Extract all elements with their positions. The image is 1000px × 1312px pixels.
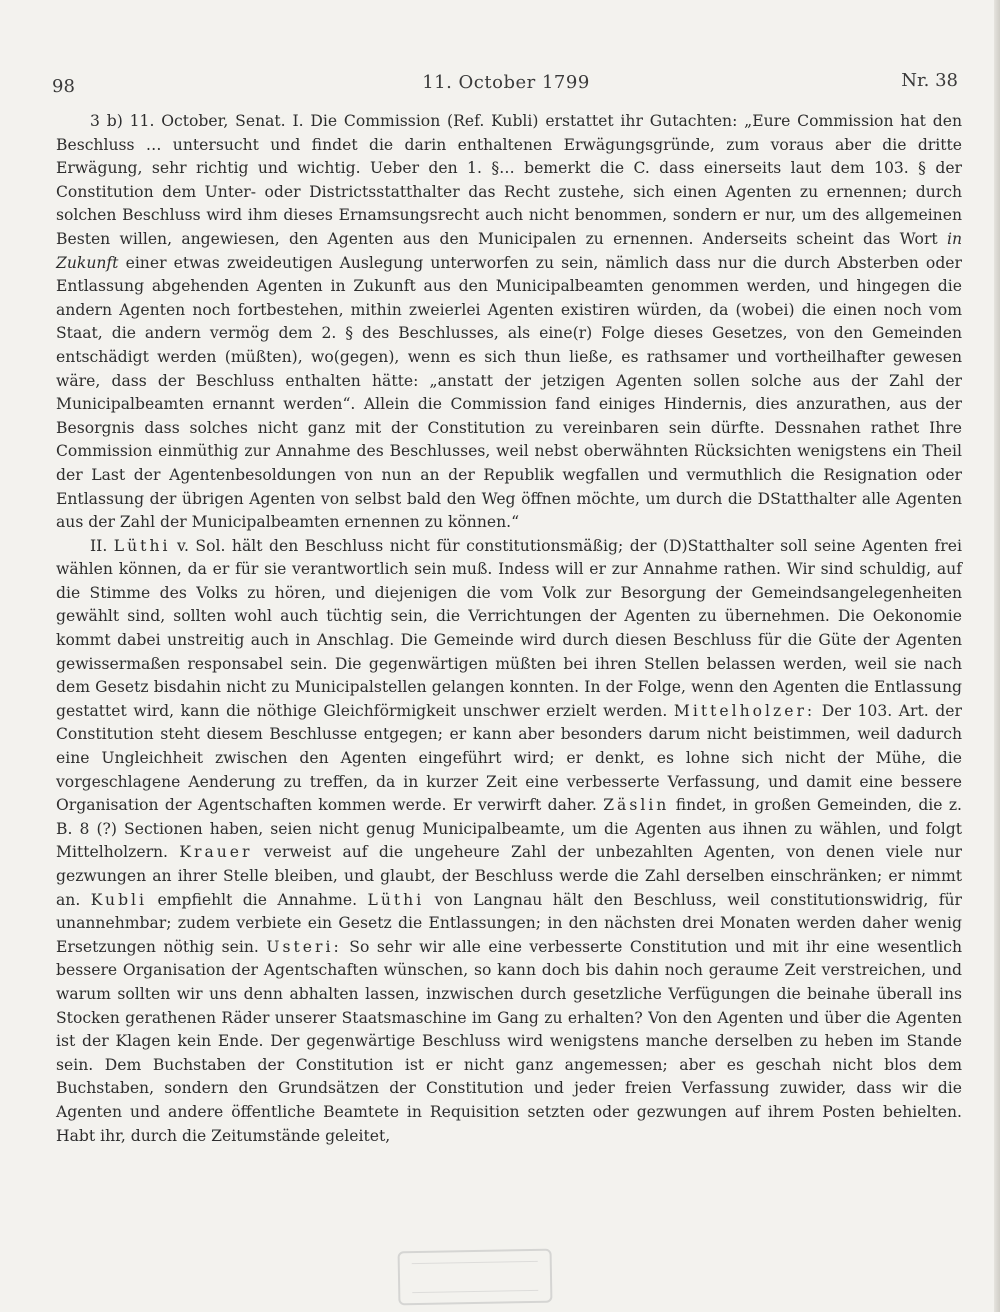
speaker-name: Lüthi	[113, 536, 171, 555]
text-run: So sehr wir alle eine verbesserte Constitution und mit ihr eine wesentlich bessere Organisation der Agentschaften wünschen, so kann doch bis dahin noch geraume Zeit verstreichen, und warum sollten wir uns denn abhalten lassen, inzwischen durch gesetzliche Verfügungen die beinahe überall ins Stocken gerathenen Räder unserer Staatsmaschine im Gang zu erhalten? Von den Agenten und über die Agenten ist der Klagen kein Ende. Der gegenwärtige Beschluss wird wenigstens manche derselben zu heben im Stande sein. Dem Buchstaben der Constitution ist er nicht ganz angemessen; aber es geschah nicht blos dem Buchstaben, sondern den Grundsätzen der Constitution und jeder freien Verfassung zuwider, dass wir die Agenten und andere öffentliche Beamtete in Requisition setzten oder gezwungen auf ihrem Posten behielten. Habt ihr, durch die Zeitumstände geleitet,	[56, 937, 962, 1145]
speaker-name: Kubli	[90, 890, 148, 909]
text-run: empfiehlt die Annahme.	[157, 890, 358, 909]
paragraph-debate	[56, 535, 962, 1148]
speaker-name: Zäslin	[603, 796, 670, 815]
page-number: 98	[52, 76, 75, 97]
page-header	[52, 72, 960, 102]
text-run: v. Sol. hält den Beschluss nicht für constitutionsmäßig; der (D)Statthalter soll seine Agenten frei wählen können, da er für sie verantwortlich sein muß. Indess will er zur Annahme rathen. Wir sind schuldig, auf die Stimme des Volks zu hören, und diejenigen die vom Volk zur Besorgung der Gemeindsangelegenheiten gewählt sind, sollten wohl auch tüchtig sein, die Verrichtungen der Agenten zu übernehmen. Die Oekonomie kommt dabei unstreitig auch in Anschlag. Die Gemeinde wird durch diesen Beschluss für die Güte der Agenten gewissermaßen responsabel sein. Die gegenwärtigen müßten bei ihren Stellen belassen werden, weil sie nach dem Gesetz bisdahin nicht zu Municipalstellen gelangen konnten. In der Folge, wenn den Agenten die Entlassung gestattet wird, kann die nöthige Gleichförmigkeit unschwer erzielt werden.	[56, 536, 962, 720]
text-run: II.	[90, 536, 108, 555]
text-run: von Langnau hält den Beschluss, weil constitutionswidrig, für unannehmbar; zudem verbiete ein Gesetz die Entlassungen; in den nächsten drei Monaten werden daher wenig Ersetzungen nöthig sein.	[56, 890, 963, 956]
text-run: 3 b) 11. October, Senat. I. Die Commission (Ref. Kubli) erstattet ihr Gutachten: „Eure Commission hat den Beschluss … untersucht und findet die darin enthaltenen Erwägungsgründe, zum voraus aber die dritte Erwägung, sehr richtig und wichtig. Ueber den 1. §… bemerkt die C. dass einerseits laut dem 103. § der Constitution dem Unter- oder Districtsstatthalter das Recht zustehe, sich einen Agenten zu ernennen; durch solchen Beschluss wird ihm dieses Ernamsungsrecht auch nicht benommen, sondern er nur, um des allgemeinen Besten willen, angewiesen, den Agenten aus den Municipalen zu ernennen. Anderseits scheint das Wort	[56, 112, 962, 248]
speaker-name: Mittelholzer:	[673, 701, 816, 720]
text-run: findet, in großen Gemeinden, die z. B. 8 (?) Sectionen haben, seien nicht genug Municipalbeamte, um die Agenten aus ihnen zu wählen, und folgt Mittelholzern.	[56, 796, 962, 862]
speaker-name: Lüthi	[367, 890, 425, 909]
stamp-lines	[412, 1261, 539, 1293]
text-run: einer etwas zweideutigen Auslegung unterworfen zu sein, nämlich dass nur die durch Absterben oder Entlassung abgehenden Agenten in Zukunft aus den Municipalbeamten genommen werden, und hingegen die andern Agenten noch fortbestehen, mithin zweierlei Agenten existiren würden, da (wobei) die einen noch vom Staat, die andern vermög dem 2. § des Beschlusses, als eine(r) Folge dieses Gesetzes, von den Gemeinden entschädigt werden (müßten), wo(gegen), wenn es sich thun ließe, es rathsamer und vortheilhafter gewesen wäre, dass der Beschluss enthalten hätte: „anstatt der jetzigen Agenten sollen solche aus der Zahl der Municipalbeamten ernannt werden“. Allein die Commission fand einiges Hindernis, dies anzurathen, aus der Besorgnis dass solches nicht ganz mit der Constitution zu vereinbaren sein dürfte. Dessnahen rathet Ihre Commission einmüthig zur Annahme des Beschlusses, weil nebst oberwähnten Rücksichten wenigstens ein Theil der Last der Agentenbesoldungen von nun an der Republik wegfallen und vermuthlich die Resignation oder Entlassung der übrigen Agenten von selbst bald den Weg öffnen möchte, um durch die DStatthalter alle Agenten aus der Zahl der Municipalbeamten ernennen zu können.“	[56, 253, 962, 532]
body-text	[56, 110, 962, 1148]
document-number: Nr. 38	[901, 70, 958, 91]
running-title-date: 11. October 1799	[422, 72, 590, 93]
paragraph-commission-report	[56, 110, 962, 535]
page-edge-shadow	[994, 0, 1000, 1312]
speaker-name: Usteri:	[266, 937, 342, 956]
library-stamp	[398, 1249, 553, 1306]
italic-phrase: in Zukunft	[56, 229, 962, 272]
text-run: Der 103. Art. der Constitution steht diesem Beschlusse entgegen; er kann aber besonders darum nicht beistimmen, weil dadurch eine Ungleichheit zwischen den Agenten eingeführt wird; er denkt, es lohne sich nicht der Mühe, die vorgeschlagene Aenderung zu treffen, da in kurzer Zeit eine verbesserte Verfassung, und damit eine bessere Organisation der Agentschaften kommen werde. Er verwirft daher.	[56, 701, 962, 815]
text-run: verweist auf die ungeheure Zahl der unbezahlten Agenten, von denen viele nur gezwungen an ihrer Stelle bleiben, und glaubt, der Beschluss werde die Zahl derselben einschränken; er nimmt an.	[56, 843, 962, 909]
speaker-name: Krauer	[179, 843, 253, 862]
